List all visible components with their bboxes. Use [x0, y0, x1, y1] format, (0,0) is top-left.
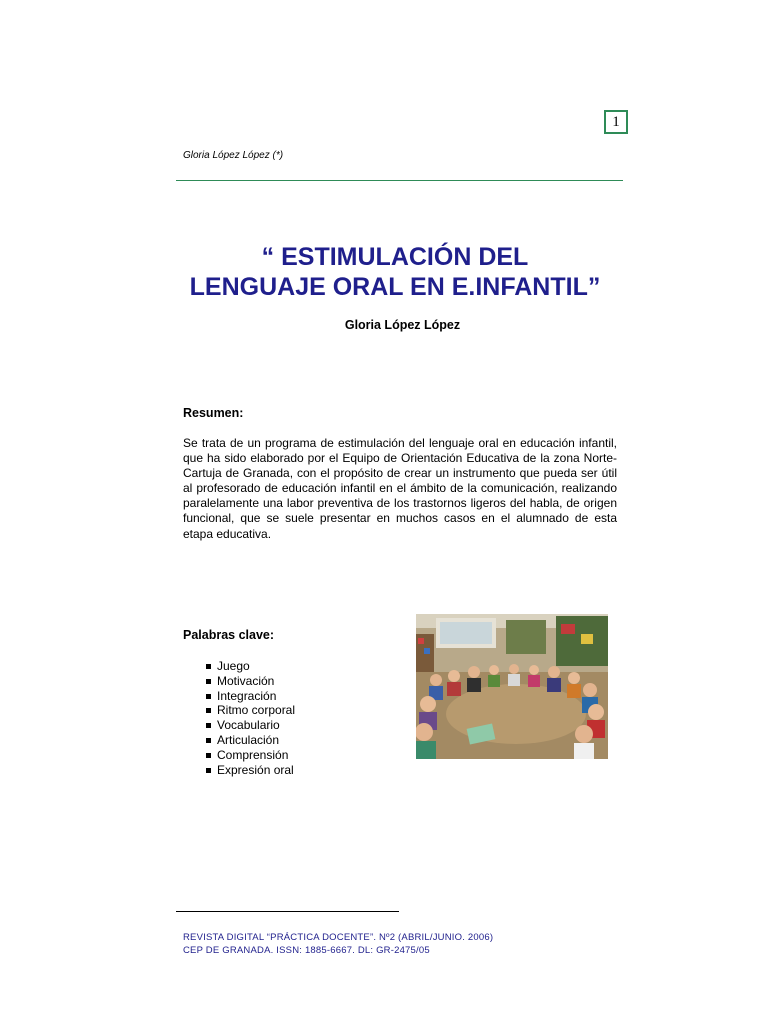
keyword-item — [205, 659, 295, 674]
bullet-icon — [206, 664, 211, 669]
keyword-label: Integración — [217, 688, 277, 703]
bullet-icon — [206, 753, 211, 758]
keyword-item — [205, 674, 295, 689]
footer-citation — [183, 932, 493, 957]
keyword-label: Juego — [217, 659, 250, 673]
header-author: Gloria López López (*) — [183, 150, 284, 161]
footer-line-2: CEP DE GRANADA. ISSN: 1885-6667. DL: GR-2475/05 — [183, 944, 430, 956]
keyword-label: Vocabulario — [217, 718, 280, 733]
keyword-label: Articulación — [217, 732, 280, 747]
bullet-icon — [206, 694, 211, 699]
keyword-item — [205, 763, 295, 778]
bullet-icon — [206, 708, 211, 713]
keyword-label: Expresión oral — [217, 762, 294, 777]
title-line-1: “ ESTIMULACIÓN DEL — [261, 243, 529, 271]
keyword-item — [205, 733, 295, 748]
classroom-photo — [416, 614, 608, 759]
keyword-label: Comprensión — [217, 747, 289, 762]
footer-line-1: REVISTA DIGITAL “PRÁCTICA DOCENTE”. Nº2 (ABRIL/JUNIO. 2006) — [183, 932, 494, 943]
keyword-item — [205, 689, 295, 704]
abstract-body: Se trata de un programa de estimulación del lenguaje oral en educación infantil, que ha sido elaborado por el Equipo de Orientación Educativa de la zona Norte-Cartuja de Granada, con el propósito de crear un instrumento que pueda ser útil al profesorado de educación infantil en el ámbito de la comunicación, realizando paralelamente una labor preventiva de los trastornos ligeros del habla, de origen funcional, que se suele presentar en muchos casos en el alumnado de esta etapa educativa. — [183, 436, 617, 541]
abstract-heading: Resumen: — [183, 406, 244, 420]
keyword-label: Motivación — [217, 673, 275, 688]
keyword-item — [205, 703, 295, 718]
keywords-heading: Palabras clave: — [183, 628, 275, 642]
footer-divider — [176, 911, 399, 912]
page-number-box: 1 — [604, 110, 628, 134]
bullet-icon — [206, 738, 211, 743]
keyword-item — [205, 748, 295, 763]
title-line-2: LENGUAJE ORAL EN E.INFANTIL” — [189, 273, 601, 301]
header-divider — [176, 180, 623, 181]
classroom-photo-illustration — [416, 614, 608, 759]
author-name: Gloria López López — [344, 318, 461, 332]
bullet-icon — [206, 768, 211, 773]
document-title — [150, 242, 640, 302]
keyword-label: Ritmo corporal — [217, 703, 296, 718]
keyword-list — [205, 659, 295, 777]
keyword-item — [205, 718, 295, 733]
bullet-icon — [206, 679, 211, 684]
bullet-icon — [206, 723, 211, 728]
